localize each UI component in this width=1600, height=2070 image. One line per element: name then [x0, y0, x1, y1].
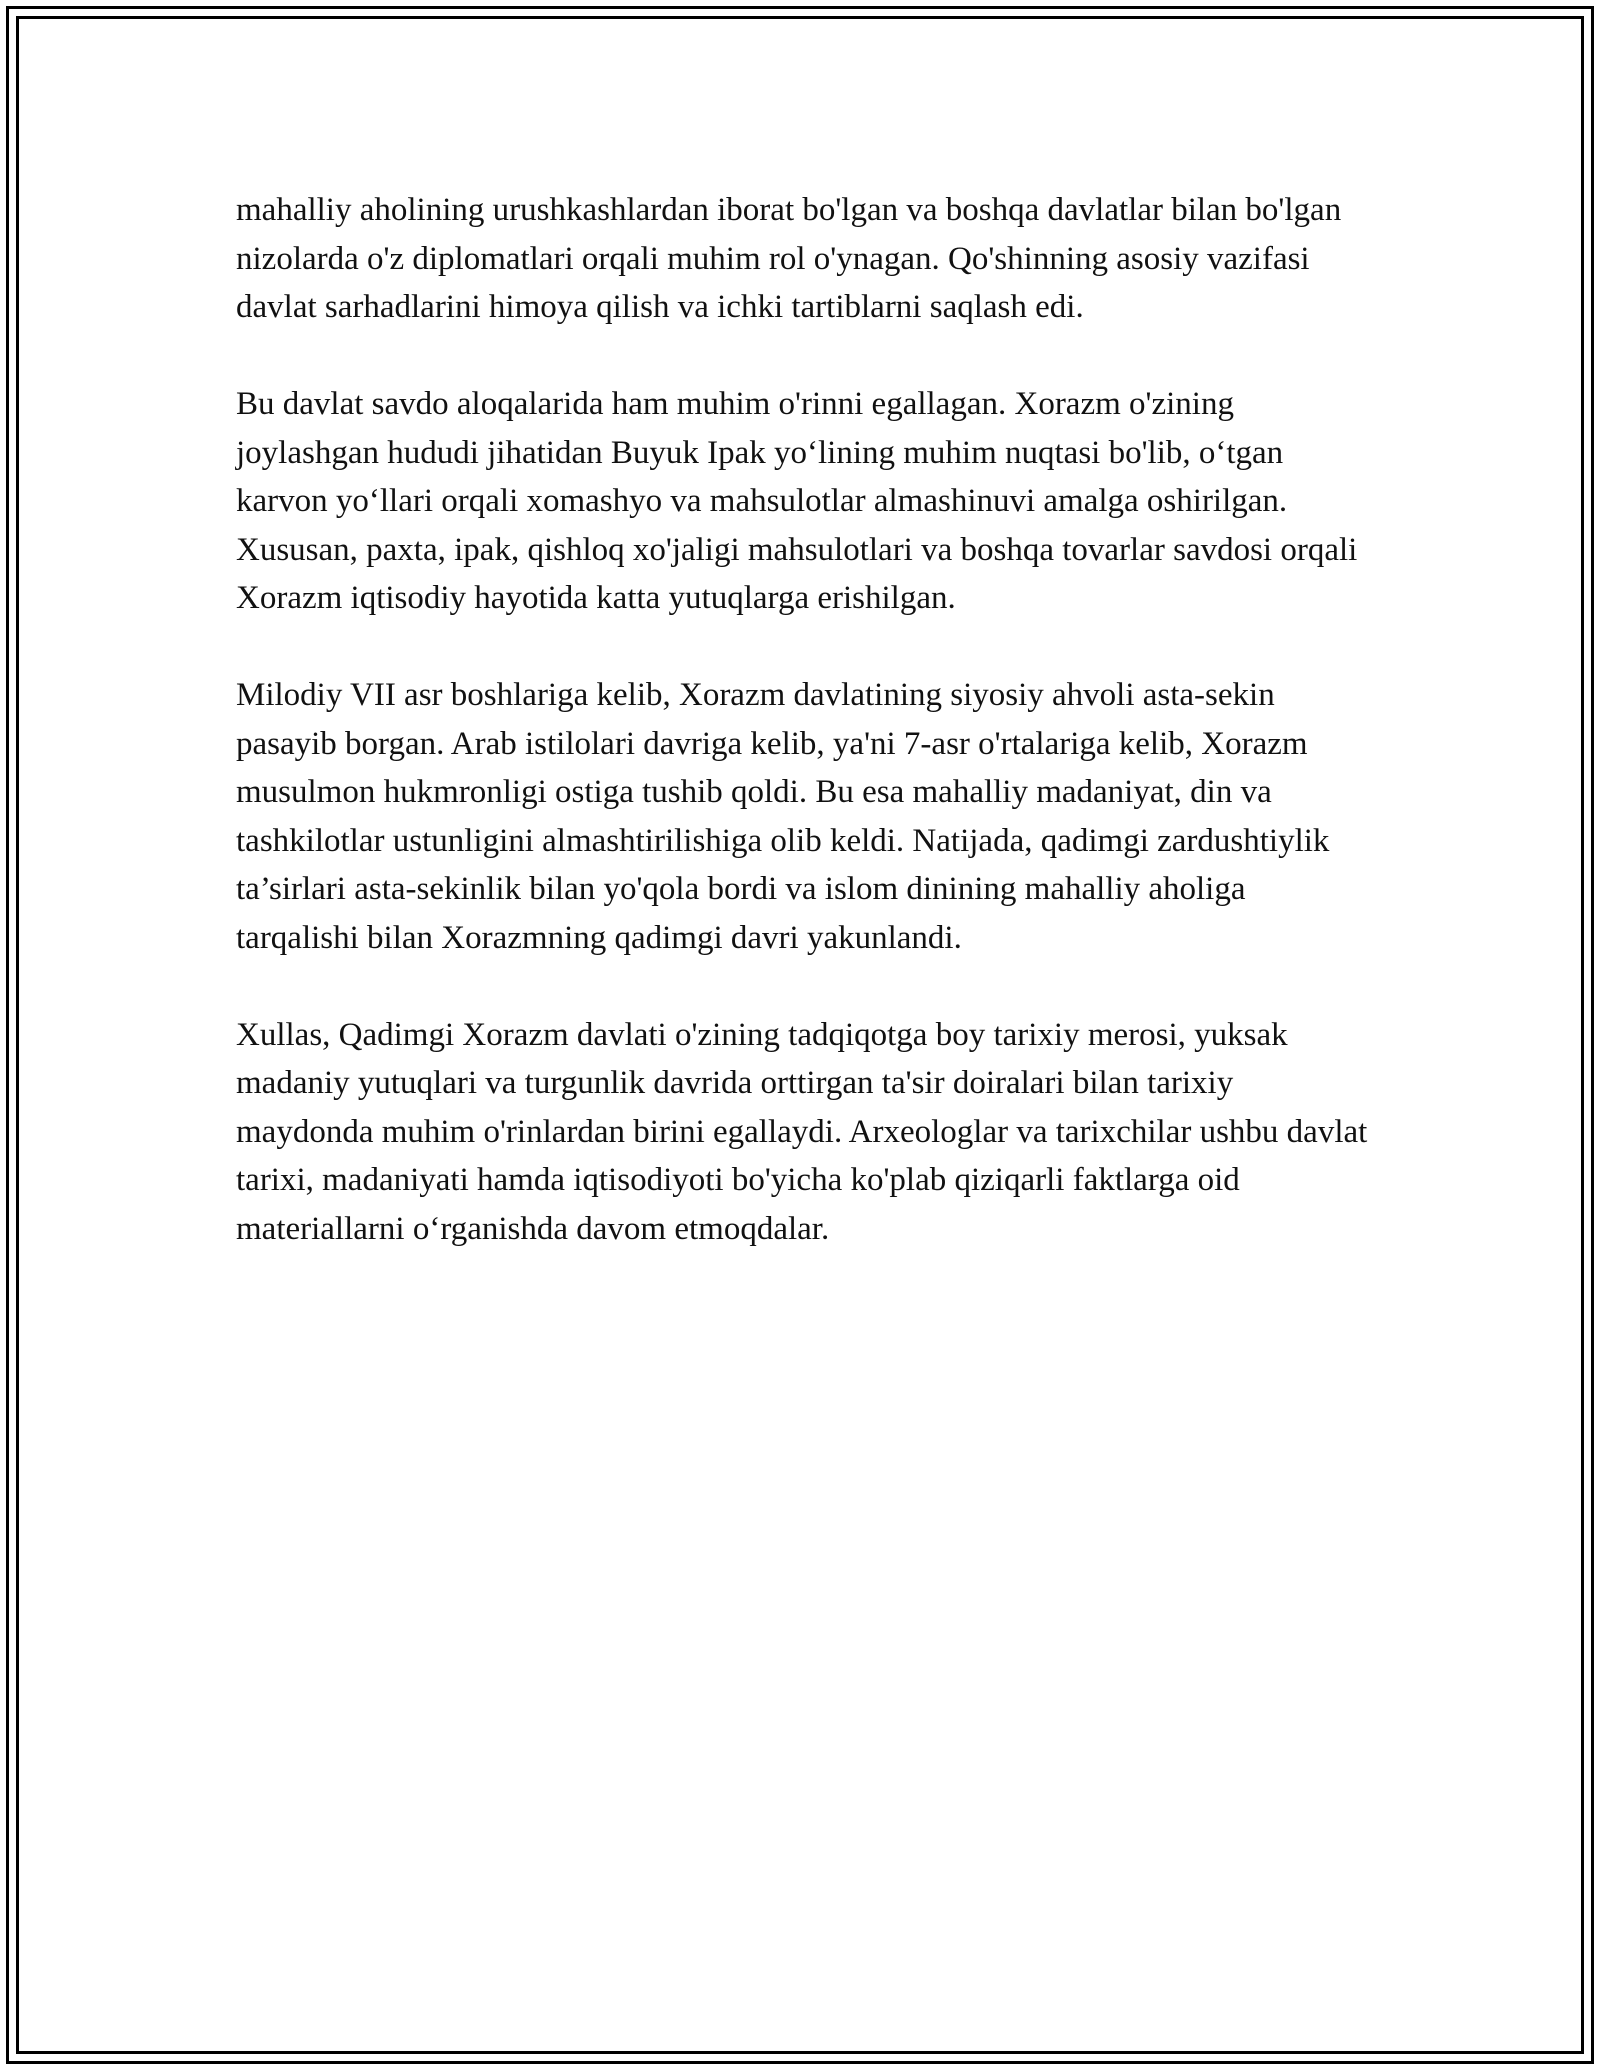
paragraph-military: mahalliy aholining urushkashlardan iborat bo'lgan va boshqa davlatlar bilan bo'lgan nizolarda o'z diplomatlari orqali muhim rol o'ynagan. Qo'shinning asosiy vazifasi davlat sarhadlarini himoya qilish va ichki tartiblarni saqlash edi. — [236, 192, 1342, 325]
paragraph-trade: Bu davlat savdo aloqalarida ham muhim o'rinni egallagan. Xorazm o'zining joylashgan hududi jihatidan Buyuk Ipak yo‘lining muhim nuqtasi bo'lib, o‘tgan karvon yo‘llari orqali xomashyo va mahsulotlar almashinuvi amalga oshirilgan. Xususan, paxta, ipak, qishloq xo'jaligi mahsulotlari va boshqa tovarlar savdosi orqali Xorazm iqtisodiy hayotida katta yutuqlarga erishilgan. — [236, 386, 1358, 616]
paragraph-conclusion: Xullas, Qadimgi Xorazm davlati o'zining tadqiqotga boy tarixiy merosi, yuksak madaniy yutuqlari va turgunlik davrida orttirgan ta'sir doiralari bilan tarixiy maydonda muhim o'rinlardan birini egallaydi. Arxeologlar va tarixchilar ushbu davlat tarixi, madaniyati hamda iqtisodiyoti bo'yicha ko'plab qiziqarli faktlarga oid materiallarni o‘rganishda davom etmoqdalar. — [236, 1016, 1368, 1247]
document-body — [236, 186, 1371, 1253]
paragraph-arab-conquest: Milodiy VII asr boshlariga kelib, Xorazm davlatining siyosiy ahvoli asta-sekin pasayib borgan. Arab istilolari davriga kelib, ya'ni 7-asr o'rtalariga kelib, Xorazm musulmon hukmronligi ostiga tushib qoldi. Bu esa mahalliy madaniyat, din va tashkilotlar ustunligini almashtirilishiga olib keldi. Natijada, qadimgi zardushtiylik ta’sirlari asta-sekinlik bilan yo'qola bordi va islom dinining mahalliy aholiga tarqalishi bilan Xorazmning qadimgi davri yakunlandi. — [236, 677, 1330, 956]
